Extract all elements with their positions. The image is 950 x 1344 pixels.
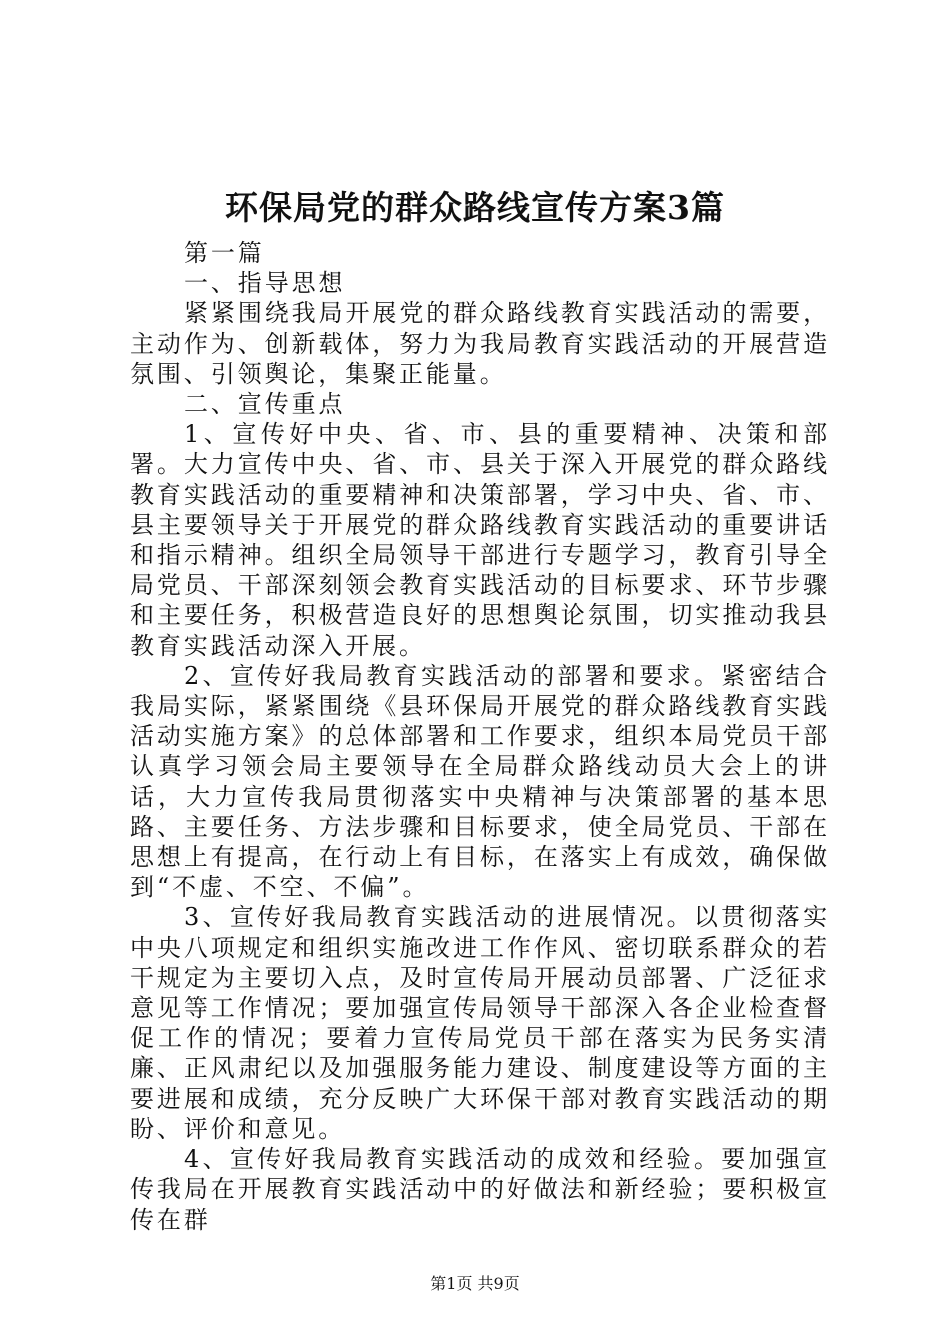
document-title: 环保局党的群众路线宣传方案3篇 [225,188,725,227]
section-heading-part-one: 第一篇 [184,239,265,267]
paragraph-focus-2: 2、宣传好我局教育实践活动的部署和要求。紧密结合我局实际，紧紧围绕《县环保局开展党的群众路线教育实践活动实施方案》的总体部署和工作要求，组织本局党员干部认真学习领会局主要领导在全局群众路线动员大会上的讲话，大力宣传我局贯彻落实中央精神与决策部署的基本思路、主要任务、方法步骤和目标要求，使全局党员、干部在思想上有提高，在行动上有目标，在落实上有成效，确保做到“不虚、不空、不偏”。 [130,661,830,902]
document-body [130,238,830,1235]
paragraph-focus-4: 4、宣传好我局教育实践活动的成效和经验。要加强宣传我局在开展教育实践活动中的好做法和新经验；要积极宣传在群 [130,1145,830,1234]
paragraph-focus-3: 3、宣传好我局教育实践活动的进展情况。以贯彻落实中央八项规定和组织实施改进工作作风、密切联系群众的若干规定为主要切入点，及时宣传局开展动员部署、广泛征求意见等工作情况；要加强宣传局领导干部深入各企业检查督促工作的情况；要着力宣传局党员干部在落实为民务实清廉、正风肃纪以及加强服务能力建设、制度建设等方面的主要进展和成绩，充分反映广大环保干部对教育实践活动的期盼、评价和意见。 [130,903,830,1143]
section-heading-publicity-focus: 二、宣传重点 [184,390,346,419]
paragraph-guiding-ideology: 紧紧围绕我局开展党的群众路线教育实践活动的需要，主动作为、创新载体，努力为我局教育实践活动的开展营造氛围、引领舆论，集聚正能量。 [130,299,830,388]
paragraph-focus-1: 1、宣传好中央、省、市、县的重要精神、决策和部署。大力宣传中央、省、市、县关于深入开展党的群众路线教育实践活动的重要精神和决策部署，学习中央、省、市、县主要领导关于开展党的群众路线教育实践活动的重要讲话和指示精神。组织全局领导干部进行专题学习，教育引导全局党员、干部深刻领会教育实践活动的目标要求、环节步骤和主要任务，积极营造良好的思想舆论氛围，切实推动我县教育实践活动深入开展。 [130,420,830,660]
page-number-footer: 第1页 共9页 [430,1274,520,1293]
section-heading-guiding-ideology: 一、指导思想 [184,269,346,298]
